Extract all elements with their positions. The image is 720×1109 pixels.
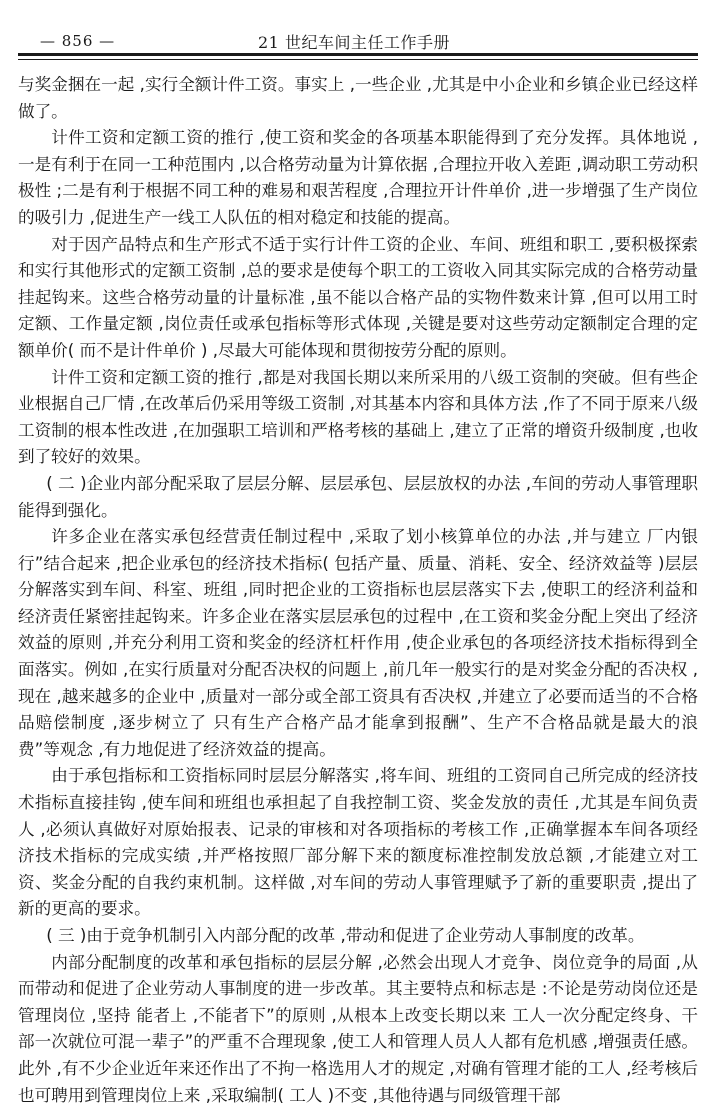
paragraph-continued: 与奖金捆在一起 ,实行全额计件工资。事实上 ,一些企业 ,尤其是中小企业和乡镇企业已经这样做了。 [18,75,698,121]
paragraph: 计件工资和定额工资的推行 ,都是对我国长期以来所采用的八级工资制的突破。但有些企业根据自己厂情 ,在改革后仍采用等级工资制 ,对其基本内容和具体方法 ,作了不同于原来八级工资制的根本性改进 ,在加强职工培训和严格考核的基础上 ,建立了正常的增资升级制度 ,也收到了较好的效果。 [18,367,698,467]
section-heading-3: ( 三 )由于竞争机制引入内部分配的改革 ,带动和促进了企业劳动人事制度的改革。 [46,926,645,945]
paragraph: 许多企业在落实承包经营责任制过程中 ,采取了划小核算单位的办法 ,并与建立 厂内银行”结合起来 ,把企业承包的经济技术指标( 包括产量、质量、消耗、安全、经济效益等 )层层分解落实到车间、科室、班组 ,同时把企业的工资指标也层层落实下去 ,使职工的经济利益和经济责任紧密挂起钩来。许多企业在落实层层承包的过程中 ,在工资和奖金分配上突出了经济效益的原则 ,并充分利用工资和奖金的经济杠杆作用 ,使企业承包的各项经济技术指标得到全面落实。例如 ,在实行质量对分配否决权的问题上 ,前几年一般实行的是对奖金分配的否决权 ,现在 ,越来越多的企业中 ,质量对一部分或全部工资具有否决权 ,并建立了必要而适当的不合格品赔偿制度 ,逐步树立了 只有生产合格产品才能拿到报酬”、生产不合格品就是最大的浪费”等观念 ,有力地促进了经济效益的提高。 [18,527,698,759]
section-heading-2: ( 二 )企业内部分配采取了层层分解、层层承包、层层放权的办法 ,车间的劳动人事管理职能得到强化。 [18,473,698,520]
page-header [18,26,698,54]
header-rule-thin [18,59,698,60]
paragraph: 由于承包指标和工资指标同时层层分解落实 ,将车间、班组的工资同自己所完成的经济技术指标直接挂钩 ,使车间和班组也承担起了自我控制工资、奖金发放的责任 ,尤其是车间负责人 ,必须认真做好对原始报表、记录的审核和对各项指标的考核工作 ,正确掌握本车间各项经济技术指标的完成实绩 ,并严格按照厂部分解下来的额度标准控制发放总额 ,才能建立对工资、奖金分配的自我约束机制。这样做 ,对车间的劳动人事管理赋予了新的重要职责 ,提出了新的更高的要求。 [18,766,698,919]
paragraph: 对于因产品特点和生产形式不适于实行计件工资的企业、车间、班组和职工 ,要积极探索和实行其他形式的定额工资制 ,总的要求是使每个职工的工资收入同其实际完成的合格劳动量挂起钩来。这些合格劳动量的计量标准 ,虽不能以合格产品的实物件数来计算 ,但可以用工时定额、工作量定额 ,岗位责任或承包指标等形式体现 ,关键是要对这些劳动定额制定合理的定额单价( 而不是计件单价 ) ,尽最大可能体现和贯彻按劳分配的原则。 [18,234,698,360]
page-number: — 856 — [40,32,116,50]
body-text [18,72,698,1109]
paragraph: 计件工资和定额工资的推行 ,使工资和奖金的各项基本职能得到了充分发挥。具体地说 ,一是有利于在同一工种范围内 ,以合格劳动量为计算依据 ,合理拉开收入差距 ,调动职工劳动积极性 ;二是有利于根据不同工种的难易和艰苦程度 ,合理拉开计件单价 ,进一步增强了生产岗位的吸引力 ,促进生产一线工人队伍的相对稳定和技能的提高。 [18,128,698,227]
running-title: 21 世纪车间主任工作手册 [258,33,450,52]
header-rule-thick [18,53,698,56]
paragraph: 内部分配制度的改革和承包指标的层层分解 ,必然会出现人才竞争、岗位竞争的局面 ,从而带动和促进了企业劳动人事制度的进一步改革。其主要特点和标志是 :不论是劳动岗位还是管理岗位 ,坚持 能者上 ,不能者下”的原则 ,从根本上改变长期以来 工人一次分配定终身、干部一次就位可混一辈子”的严重不合理现象 ,使工人和管理人员人人都有危机感 ,增强责任感。此外 ,有不少企业近年来还作出了不拘一格选用人才的规定 ,对确有管理才能的工人 ,经考核后也可聘用到管理岗位上来 ,采取编制( 工人 )不变 ,其他待遇与同级管理干部 [18,952,698,1105]
